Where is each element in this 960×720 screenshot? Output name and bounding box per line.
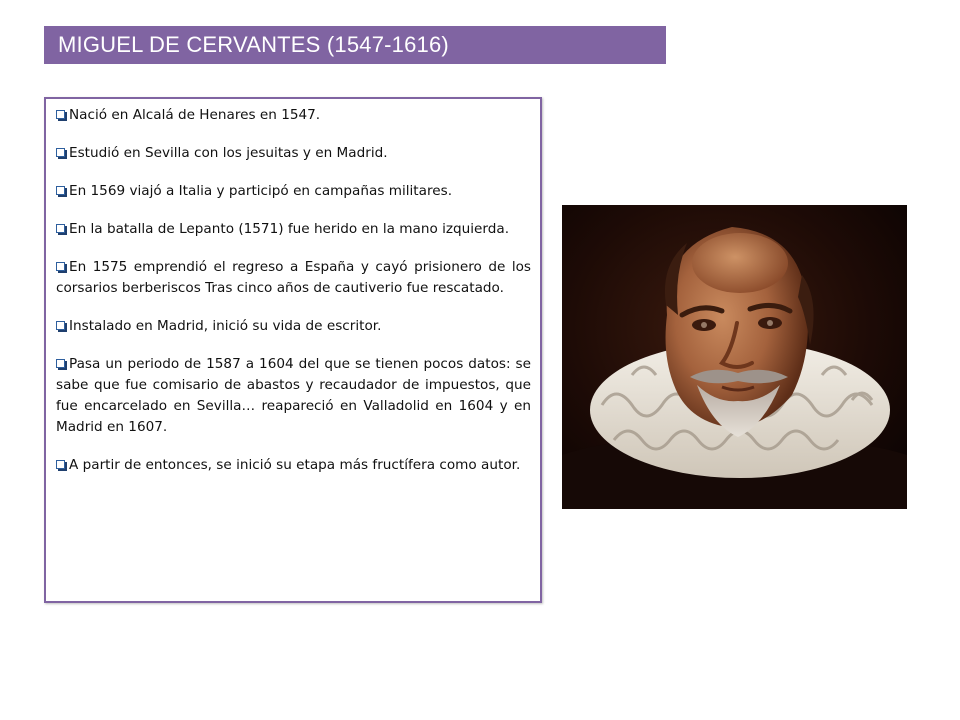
bullet-item [56,181,531,202]
bullet-text: Estudió en Sevilla con los jesuitas y en Madrid. [69,145,388,161]
title-bar [44,26,666,64]
checkbox-icon [56,359,65,368]
bullet-item [56,143,531,164]
checkbox-icon [56,262,65,271]
content-box [44,97,542,603]
bullet-text: En 1569 viajó a Italia y participó en campañas militares. [69,183,453,199]
page-title: MIGUEL DE CERVANTES (1547-1616) [58,32,449,57]
bullet-list [56,105,531,476]
bullet-item [56,455,531,476]
checkbox-icon [56,110,65,119]
checkbox-icon [56,224,65,233]
checkbox-icon [56,148,65,157]
bullet-item [56,316,531,337]
bullet-text: A partir de entonces, se inició su etapa más fructífera como autor. [69,457,521,473]
bullet-text: Instalado en Madrid, inició su vida de escritor. [69,318,382,334]
bullet-text: En la batalla de Lepanto (1571) fue herido en la mano izquierda. [69,221,510,237]
bullet-text: Pasa un periodo de 1587 a 1604 del que se tienen pocos datos: se sabe que fue comisario de abastos y recaudador de impuestos, que fue encarcelado en Sevilla… reapareció en Valladolid en 1604 y en Madrid en 1607. [56,356,531,435]
checkbox-icon [56,460,65,469]
checkbox-icon [56,321,65,330]
checkbox-icon [56,186,65,195]
bullet-item [56,219,531,240]
bullet-item [56,257,531,299]
bullet-text: Nació en Alcalá de Henares en 1547. [69,107,321,123]
bullet-text: En 1575 emprendió el regreso a España y cayó prisionero de los corsarios berberiscos Tras cinco años de cautiverio fue rescatado. [56,259,531,296]
bullet-item [56,354,531,438]
bullet-item [56,105,531,126]
portrait-image [562,205,907,509]
